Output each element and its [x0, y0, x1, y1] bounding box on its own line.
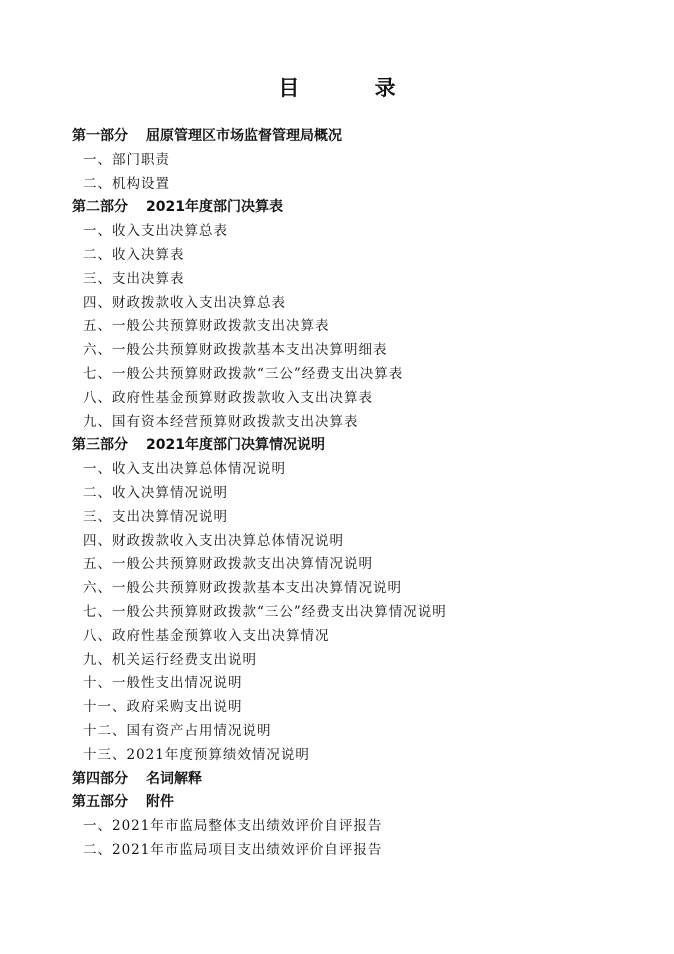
toc-item[interactable]: 十二、国有资产占用情况说明 — [83, 722, 272, 739]
toc-item[interactable]: 五、一般公共预算财政拨款支出决算情况说明 — [83, 556, 373, 573]
toc-item[interactable]: 六、一般公共预算财政拨款基本支出决算明细表 — [83, 342, 388, 359]
toc-part-4[interactable] — [72, 768, 632, 792]
page-title: 目 录 — [278, 76, 430, 100]
part-number: 第一部分 — [72, 128, 128, 144]
toc-item[interactable]: 十一、政府采购支出说明 — [83, 699, 243, 716]
part-number: 第四部分 — [72, 770, 128, 787]
part-label: 名词解释 — [146, 770, 202, 787]
toc-item[interactable]: 二、收入决算情况说明 — [83, 484, 228, 501]
toc-item[interactable]: 一、收入支出决算总体情况说明 — [83, 461, 286, 478]
toc-item[interactable]: 四、财政拨款收入支出决算总体情况说明 — [83, 532, 344, 549]
toc-item[interactable]: 九、国有资本经营预算财政拨款支出决算表 — [83, 413, 359, 430]
toc-part-3[interactable] — [72, 434, 632, 458]
toc-item[interactable]: 一、2021年市监局整体支出绩效评价自评报告 — [83, 818, 383, 835]
toc-item[interactable]: 二、2021年市监局项目支出绩效评价自评报告 — [83, 841, 383, 858]
toc-item[interactable]: 十三、2021年度预算绩效情况说明 — [83, 746, 310, 763]
toc-item[interactable]: 三、支出决算情况说明 — [83, 508, 228, 525]
table-of-contents — [72, 125, 632, 863]
part-number: 第二部分 — [72, 199, 128, 216]
toc-item[interactable]: 八、政府性基金预算收入支出决算情况 — [83, 627, 330, 644]
part-number: 第三部分 — [72, 437, 128, 454]
part-label: 2021年度部门决算情况说明 — [146, 437, 325, 454]
toc-item[interactable]: 九、机关运行经费支出说明 — [83, 651, 257, 668]
toc-item[interactable]: 六、一般公共预算财政拨款基本支出决算情况说明 — [83, 580, 402, 597]
part-label: 附件 — [146, 794, 174, 811]
part-label: 屈原管理区市场监督管理局概况 — [146, 128, 342, 144]
toc-item[interactable]: 一、收入支出决算总表 — [83, 223, 228, 240]
toc-item[interactable]: 七、一般公共预算财政拨款“三公”经费支出决算情况说明 — [83, 603, 447, 620]
toc-item[interactable]: 二、机构设置 — [83, 175, 170, 192]
toc-item[interactable]: 八、政府性基金预算财政拨款收入支出决算表 — [83, 389, 373, 406]
toc-part-2[interactable] — [72, 196, 632, 220]
part-label: 2021年度部门决算表 — [146, 199, 283, 216]
toc-item[interactable]: 三、支出决算表 — [83, 270, 185, 287]
toc-item[interactable]: 五、一般公共预算财政拨款支出决算表 — [83, 318, 330, 335]
toc-part-1[interactable] — [72, 125, 632, 149]
toc-part-5[interactable] — [72, 791, 632, 815]
toc-item[interactable]: 二、收入决算表 — [83, 246, 185, 263]
toc-item[interactable]: 七、一般公共预算财政拨款“三公”经费支出决算表 — [83, 365, 404, 382]
toc-item[interactable]: 一、部门职责 — [83, 151, 170, 168]
toc-item[interactable]: 四、财政拨款收入支出决算总表 — [83, 294, 286, 311]
toc-item[interactable]: 十、一般性支出情况说明 — [83, 675, 243, 692]
part-number: 第五部分 — [72, 794, 128, 811]
